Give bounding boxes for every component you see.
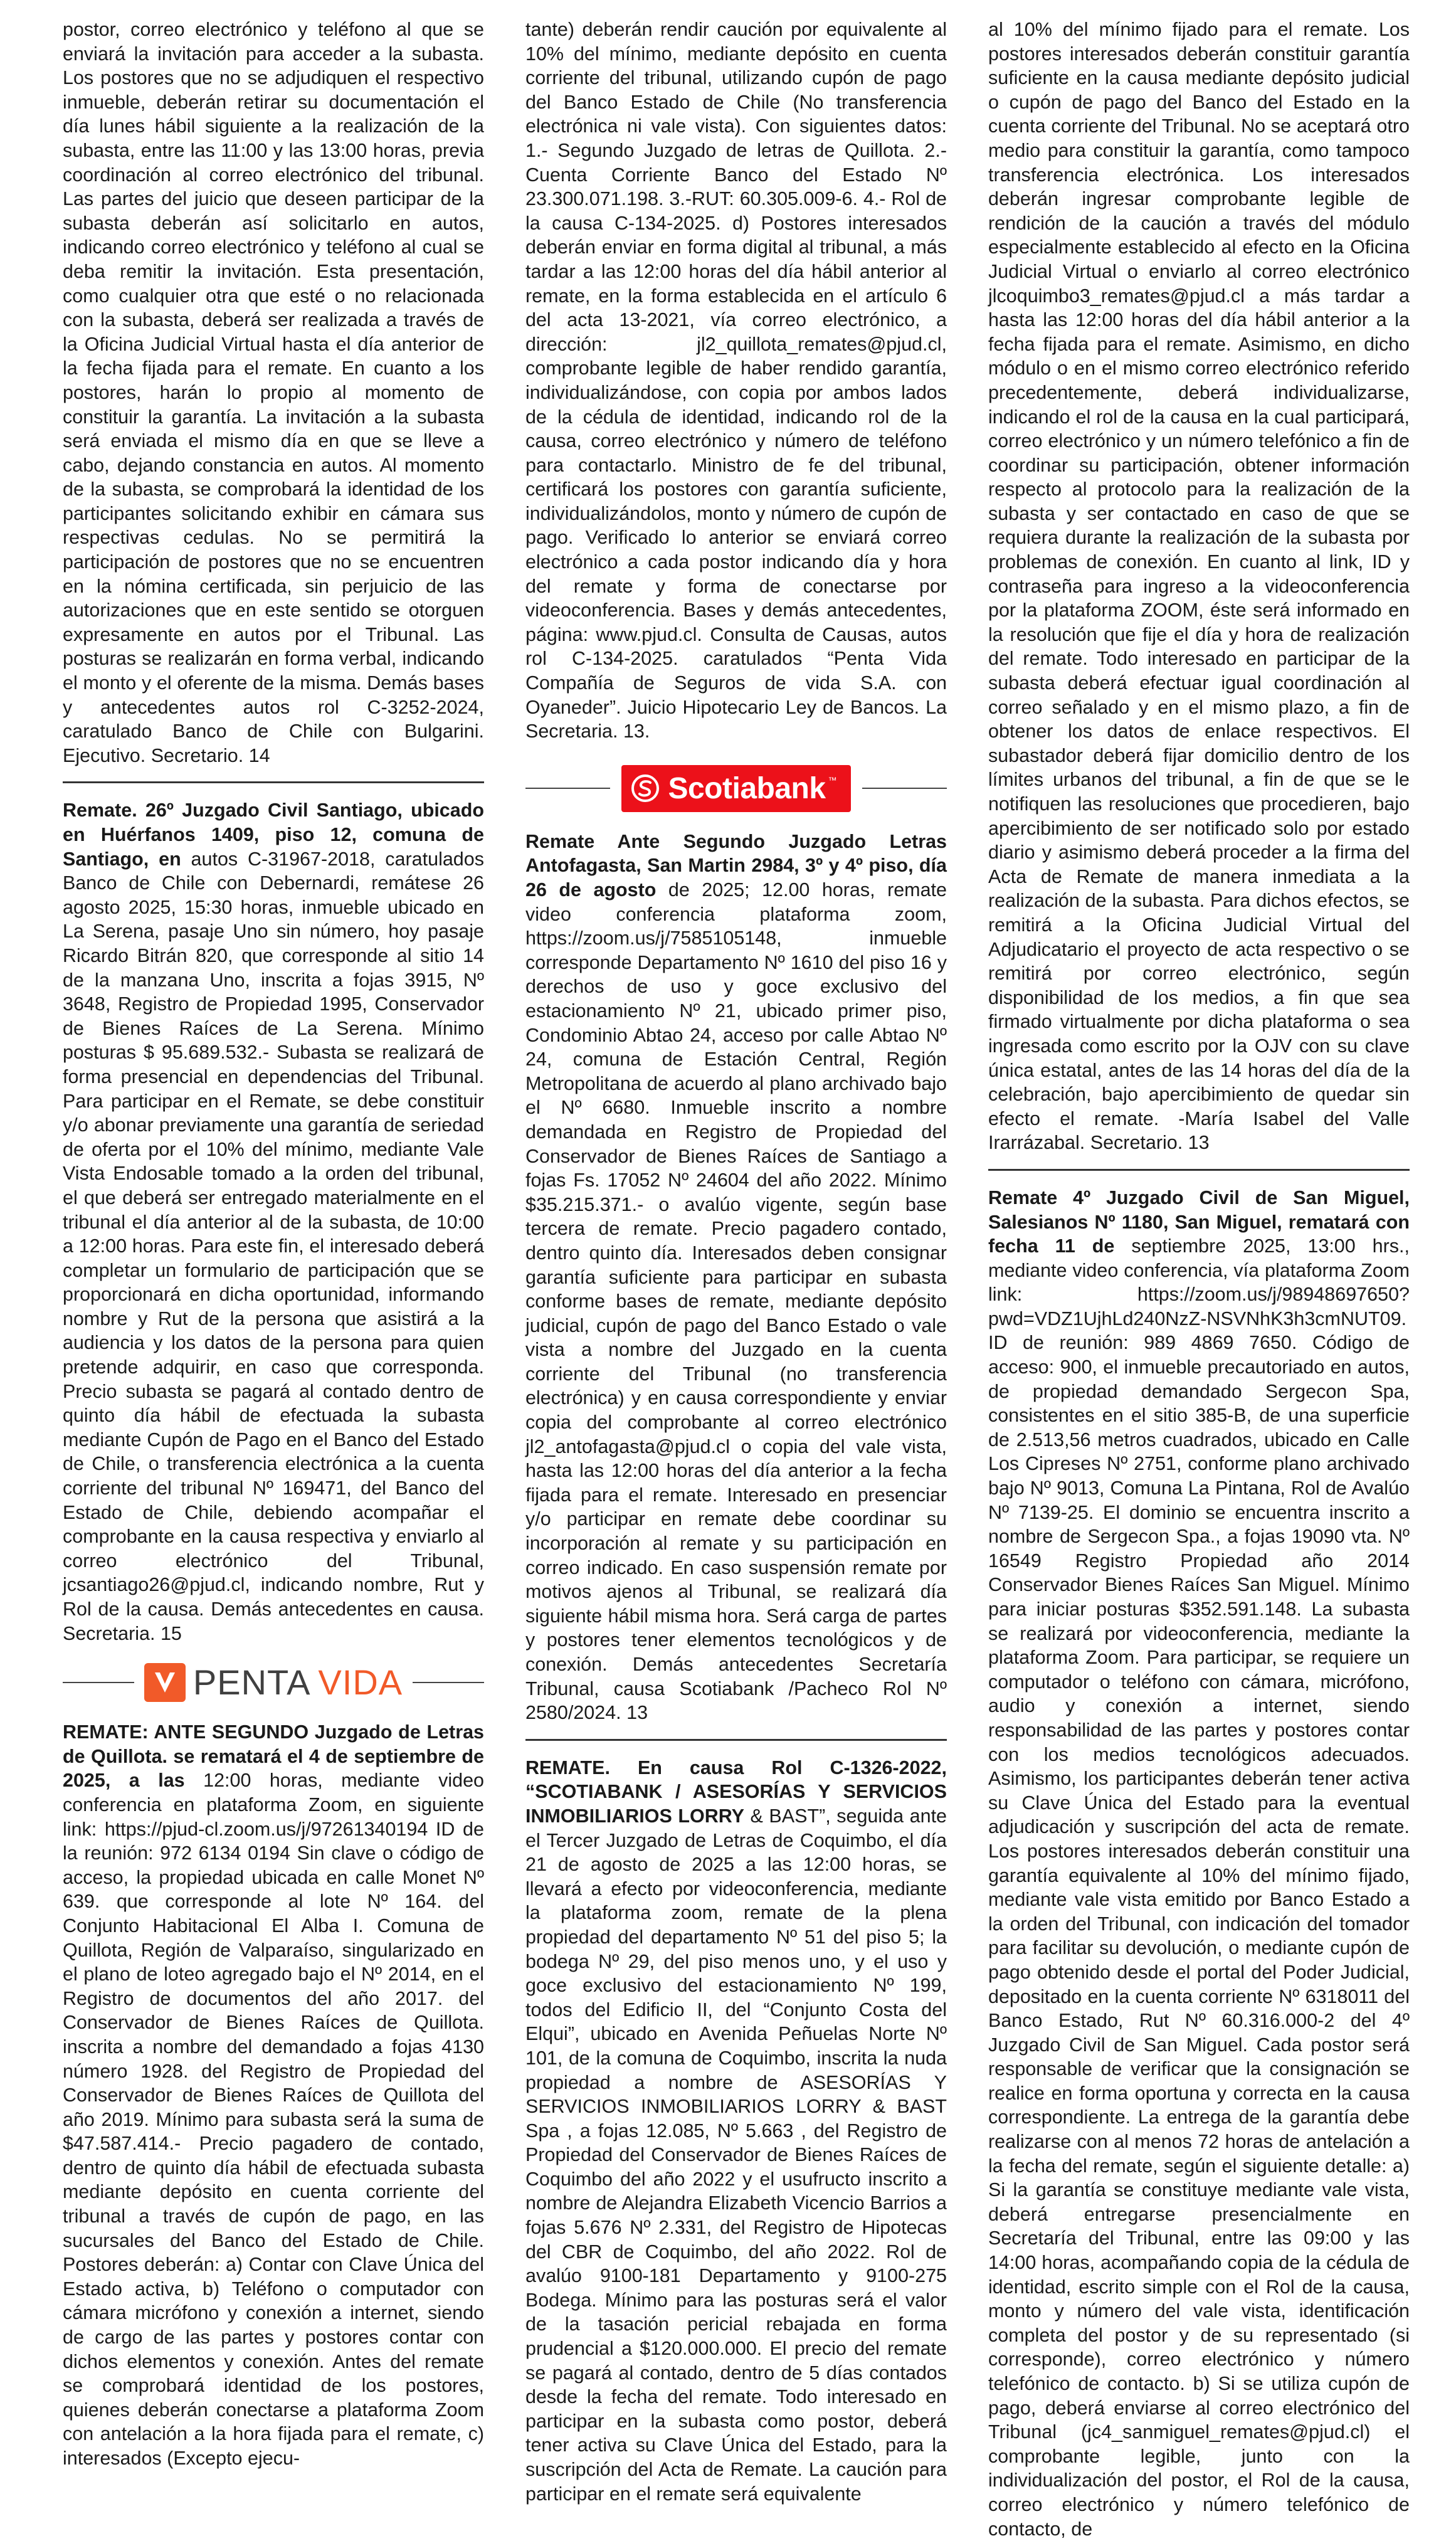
notice-body: autos C-31967-2018, caratulados Banco de Chile con Debernardi, remátese 26 agosto 2025, 15:30 horas, inmueble ubicado en La Serena, pasaje Uno sin número, hoy pasaje Ricardo Bitrán 820, que corresponde al sitio 14 de la manzana Uno, inscrita a fojas 3915, Nº 3648, Registro de Propiedad 1995, Conservador de Bienes Raíces de La Serena. Mínimo posturas $ 95.689.532.- Subasta se realizará de forma presencial en dependencias del Tribunal. Para participar en el Remate, se debe constituir y/o abonar previamente una garantía de seriedad de oferta por el 10% del mínimo, mediante Vale Vista Endosable tomado a la orden del tribunal, el que deberá ser entregado materialmente en el tribunal el día anterior al de la subasta, de 10:00 a 12:00 horas. Para este fin, el interesado deberá completar un formulario de participación que se proporcionará en dicha oportunidad, informando nombre y Rut de la persona que asistirá a la audiencia y los datos de la persona para quien pretende adquirir, en caso que corresponda. Precio subasta se pagará al contado dentro de quinto día hábil de efectuada la subasta mediante Cupón de Pago en el Banco del Estado de Chile, o transferencia electrónica a la cuenta corriente del tribunal Nº 169471, del Banco del Estado de Chile, debiendo acompañar el comprobante en la causa respectiva y enviarlo al correo electrónico del Tribunal, jcsantiago26@pjud.cl, indicando nombre, Rut y Rol de la causa. Demás antecedentes en causa. Secretaria. 15	[63, 848, 484, 1644]
scotiabank-logo-text: Scotiabank	[668, 771, 826, 805]
notice-body: septiembre 2025, 13:00 hrs., mediante video conferencia, vía plataforma Zoom link: https://zoom.us/j/98948697650?pwd=VDZ1UjhLd240NzZ-NSVNhK3h3cmNUT09. ID de reunión: 989 4869 7650. Código de acceso: 900, el inmueble precautoriado en autos, de propiedad demandado Sergecon Spa, consistentes en el sitio 385-B, de una superficie de 2.513,56 metros cuadrados, ubicado en Calle Los Cipreses Nº 2751, conforme plano archivado bajo Nº 9013, Comuna La Pintana, Rol de Avalúo Nº 7139-25. El dominio se encuentra inscrito a nombre de Sergecon Spa., a fojas 19090 vta. Nº 16549 Registro Propiedad año 2014 Conservador Bienes Raíces San Miguel. Mínimo para iniciar posturas $352.591.148. La subasta se realizará por videoconferencia, mediante la plataforma Zoom. Para participar, se requiere un computador o teléfono con cámara, micrófono, audio y conexión a internet, siendo responsabilidad de las partes y postores contar con los medios tecnológicos adecuados. Asimismo, los participantes deberán tener activa su Clave Única del Estado para la eventual adjudicación y suscripción del acta de remate. Los postores interesados deberán constituir una garantía equivalente al 10% del mínimo fijado, mediante vale vista emitido por Banco Estado a la orden del Tribunal, con indicación del tomador para facilitar su devolución, o mediante cupón de pago obtenido desde el portal del Poder Judicial, depositado en la cuenta corriente Nº 6318011 del Banco Estado, Rut Nº 60.316.000-2 del 4º Juzgado Civil de San Miguel. Cada postor será responsable de verificar que la consignación se realice en forma oportuna y correcta en la causa correspondiente. La entrega de la garantía debe realizarse con al menos 72 horas de antelación a la fecha del remate, según el siguiente detalle: a) Si la garantía se constituye mediante vale vista, deberá entregarse presencialmente en Secretaría del Tribunal, entre las 09:00 y las 14:00 horas, acompañando copia de la cédula de identidad, escrito simple con el Rol de la causa, monto y número del vale vista, identificación completa del postor y de su representado (si corresponde), correo electrónico y número telefónico de contacto. b) Si se utiliza cupón de pago, deberá enviarse al correo electrónico del Tribunal (jc4_sanmiguel_remates@pjud.cl) el comprobante legible, junto con la individualización del postor, el Rol de la causa, correo electrónico y número telefónico de contacto, de	[988, 1235, 1410, 2540]
notice-heading: Remate. 26º Juzgado Civil Santiago, ubicado en Huérfanos 1409, piso 12, comuna de Santiago, en	[63, 800, 484, 870]
pentavida-logo-text-vida: VIDA	[318, 1662, 403, 1703]
notice-heading: REMATE. En causa Rol C-1326-2022, “SCOTIABANK / ASESORÍAS Y SERVICIOS INMOBILIARIOS LORRY	[525, 1757, 947, 1827]
column-1	[63, 18, 485, 2469]
pentavida-logo-text-penta: PENTA	[193, 1662, 311, 1703]
logo-rule-right	[413, 1682, 484, 1683]
scotiabank-logo	[621, 765, 850, 812]
column-2	[525, 18, 947, 2505]
notice-divider	[63, 781, 484, 783]
notice-continuation-coquimbo: al 10% del mínimo fijado para el remate. Los postores interesados deberán constituir garantía suficiente en la causa mediante depósito judicial o cupón de pago del Banco del Estado en la cuenta corriente del Tribunal. No se aceptará otro medio para constituir la garantía, como tampoco transferencia electrónica. Los interesados deberán ingresar comprobante legible de rendición de la caución a través del módulo especialmente establecido al efecto en la Oficina Judicial Virtual o enviarlo al correo electrónico jlcoquimbo3_remates@pjud.cl a más tardar a hasta las 12:00 horas del día hábil anterior a la fecha fijada para el remate. Asimismo, en dicho módulo o en el mismo correo electrónico referido precedentemente, deberá individualizarse, indicando el rol de la causa en la cual participará, correo electrónico y un número telefónico a fin de coordinar su participación, obtener información respecto al protocolo para la realización de la subasta y ser contactado en caso de que se requiera durante la realización de la subasta por problemas de conexión. En cuanto al link, ID y contraseña para ingreso a la videoconferencia por la plataforma ZOOM, éste será informado en la resolución que fije el día y hora de realización del remate. Todo interesado en participar de la subasta deberá efectuar igual coordinación al correo señalado y en el mismo plazo, a fin de obtener los datos de enlace respectivos. El subastador deberá fijar domicilio dentro de los límites urbanos del tribunal, a fin de que se le notifiquen las resoluciones que procedieren, bajo apercibimiento de ser notificado solo por estado diario y asimismo deberá proceder a la firma del Acta de Remate de manera inmediata a la realización de la subasta. Para dichos efectos, se remitirá a la Oficina Judicial Virtual del Adjudicatario el proyecto de acta respectivo o se remitirá por correo electrónico, según disponibilidad de los medios, a fin que sea firmado virtualmente por dicha plataforma o sea ingresada como escrito por la OJV con su clave única estatal, antes de las 14 horas del día de la celebración, bajo apercibimiento de quedar sin efecto el remate. -María Isabel del Valle Irarrázabal. Secretario. 13	[988, 19, 1410, 1154]
notice-heading: Remate 4º Juzgado Civil de San Miguel, Salesianos Nº 1180, San Miguel, rematará con fecha 11 de	[988, 1186, 1410, 1257]
notice-remate-antofagasta	[525, 830, 947, 1725]
notice-heading: REMATE: ANTE SEGUNDO Juzgado de Letras de Quillota. se rematará el 4 de septiembre de 2025, a las	[63, 1721, 484, 1792]
logo-rule-left	[525, 788, 610, 789]
notice-remate-san-miguel	[988, 1186, 1410, 2541]
pentavida-logo	[144, 1662, 403, 1703]
pentavida-logo-row	[63, 1662, 484, 1703]
column-3	[988, 18, 1410, 2540]
notice-continuation-bulgarini: postor, correo electrónico y teléfono al que se enviará la invitación para acceder a la subasta. Los postores que no se adjudiquen el respectivo inmueble, deberán retirar su documentación el día lunes hábil siguiente a la realización de la subasta, entre las 11:00 y las 13:00 horas, previa coordinación al correo electrónico del tribunal. Las partes del juicio que deseen participar de la subasta deberán así solicitarlo en autos, indicando correo electrónico y teléfono al cual se deba remitir la invitación. Esta presentación, como cualquier otra que esté o no relacionada con la subasta, deberá ser realizada a través de la Oficina Judicial Virtual hasta el día anterior de la fecha fijada para el remate. En cuanto a los postores, harán lo propio al momento de constituir la garantía. La invitación a la subasta será enviada el mismo día en que se lleve a cabo, dejando constancia en autos. Al momento de la subasta, se comprobará la identidad de los participantes solicitando exhibir en cámara sus respectivas cedulas. No se permitirá la participación de postores que no se encuentren en la nómina certificada, sin perjuicio de las autorizaciones que en este sentido se otorguen expresamente en autos por el Tribunal. Las posturas se realizarán en forma verbal, indicando el monto y el oferente de la misma. Demás bases y antecedentes autos rol C-3252-2024, caratulado Banco de Chile con Bulgarini. Ejecutivo. Secretario. 14	[63, 19, 484, 766]
notice-divider	[988, 1169, 1410, 1171]
notice-body: & BAST”, seguida ante el Tercer Juzgado de Letras de Coquimbo, el día 21 de agosto de 2025 a las 12:00 horas, se llevará a efecto por videoconferencia, mediante la plataforma zoom, remate de la plena propiedad del departamento Nº 51 del piso 5; la bodega Nº 29, del piso menos uno, y el uso y goce exclusivo del estacionamiento Nº 199, todos del Edificio II, del “Conjunto Costa del Elqui”, ubicado en Avenida Peñuelas Norte Nº 101, de la comuna de Coquimbo, inscrita la nuda propiedad a nombre de ASESORÍAS Y SERVICIOS INMOBILIARIOS LORRY & BAST Spa , a fojas 12.085, Nº 5.663 , del Registro de Propiedad del Conservador de Bienes Raíces de Coquimbo del año 2022 y el usufructo inscrito a nombre de Alejandra Elizabeth Vicencio Barrios a fojas 5.676 Nº 2.331, del Registro de Hipotecas del CBR de Coquimbo, del año 2022. Rol de avalúo 9100-181 Departamento y 9100-275 Bodega. Mínimo para las posturas será el valor de la tasación pericial rebajada en forma prudencial a $120.000.000. El precio del remate se pagará al contado, dentro de 5 días contados desde la fecha del remate. Todo interesado en participar en la subasta como postor, deberá tener activa su Clave Única del Estado, para la suscripción del Acta de Remate. La caución para participar en el remate será equivalente	[525, 1805, 947, 2505]
scotiabank-logo-row	[525, 765, 947, 812]
trademark-symbol: ™	[828, 774, 837, 785]
penta-v-icon	[144, 1663, 186, 1702]
notice-body: de 2025; 12.00 horas, remate video conferencia plataforma zoom, https://zoom.us/j/7585105148, inmueble corresponde Departamento Nº 1610 del piso 16 y derechos de uso y goce exclusivo del estacionamiento Nº 21, ubicado primer piso, Condominio Abtao 24, acceso por calle Abtao Nº 24, comuna de Estación Central, Región Metropolitana de acuerdo al plano archivado bajo el Nº 6680. Inmueble inscrito a nombre demandada en Registro de Propiedad del Conservador de Bienes Raíces de Santiago a fojas Fs. 17052 Nº 24604 del año 2022. Mínimo $35.215.371.- o avalúo vigente, según base tercera de remate. Precio pagadero contado, dentro quinto día. Interesados deben consignar garantía suficiente para participar en subasta conforme bases de remate, mediante depósito judicial, cupón de pago del Banco Estado o vale vista a nombre del Juzgado en la cuenta corriente del Tribunal (no transferencia electrónica) y en causa correspondiente y enviar copia del comprobante al correo electrónico jl2_antofagasta@pjud.cl o copia del vale vista, hasta las 12:00 horas del día anterior a la fecha fijada para el remate. Interesado en presenciar y/o participar en remate debe coordinar su incorporación al remate y su participación en correo indicado. En caso suspensión remate por motivos ajenos al Tribunal, se realizará día siguiente hábil misma hora. Será carga de partes y postores tener elementos tecnológicos y de conexión. Demás antecedentes Secretaría Tribunal, causa Scotiabank /Pacheco Rol Nº 2580/2024. 13	[525, 879, 947, 1724]
notice-remate-quillota	[63, 1720, 484, 2470]
scotiabank-s-icon	[631, 774, 659, 802]
notice-divider	[525, 1739, 947, 1741]
logo-rule-right	[862, 788, 947, 789]
logo-rule-left	[63, 1682, 134, 1683]
notice-body: 12:00 horas, mediante video conferencia en plataforma Zoom, en siguiente link: https://pjud-cl.zoom.us/j/97261340194 ID de la reunión: 972 6134 0194 Sin clave o código de acceso, la propiedad ubicada en calle Monet Nº 639. que corresponde al lote Nº 164. del Conjunto Habitacional El Alba I. Comuna de Quillota, Región de Valparaíso, singularizado en el plano de loteo agregado bajo el Nº 2014, en el Registro de documentos del año 2017. del Conservador de Bienes Raíces de Quillota. inscrita a nombre del demandado a fojas 4130 número 1928. del Registro de Propiedad del Conservador de Bienes Raíces de Quillota del año 2019. Mínimo para subasta será la suma de $47.587.414.- Precio pagadero de contado, dentro de quinto día hábil de efectuada subasta mediante depósito en cuenta corriente del tribunal a través de cupón de pago, en las sucursales del Banco del Estado de Chile. Postores deberán: a) Contar con Clave Única del Estado activa, b) Teléfono o computador con cámara micrófono y conexión a internet, siendo de cargo de las partes y postores contar con dichos elementos y conexión. Antes del remate se comprobará identidad de los postores, quienes deberán conectarse a plataforma Zoom con antelación a la hora fijada para el remate, c) interesados (Excepto ejecu-	[63, 1770, 485, 2469]
notice-remate-coquimbo	[525, 1756, 947, 2506]
notice-remate-26-juzgado-santiago	[63, 798, 484, 1646]
notice-heading: Remate Ante Segundo Juzgado Letras Antofagasta, San Martin 2984, 3º y 4º piso, día 26 de agosto	[525, 830, 947, 901]
notice-continuation-quillota: tante) deberán rendir caución por equivalente al 10% del mínimo, mediante depósito en cuenta corriente del tribunal, utilizando cupón de pago del Banco Estado de Chile (No transferencia electrónica ni vale vista). Con siguientes datos: 1.- Segundo Juzgado de letras de Quillota. 2.- Cuenta Corriente Banco del Estado Nº 23.300.071.198. 3.-RUT: 60.305.009-6. 4.- Rol de la causa C-134-2025. d) Postores interesados deberán enviar en forma digital al tribunal, a más tardar a las 12:00 horas del día hábil anterior al remate, en la forma establecida en el artículo 6 del acta 13-2021, vía correo electrónico, a dirección: jl2_quillota_remates@pjud.cl, comprobante legible de haber rendido garantía, individualizándose, con copia por ambos lados de la cédula de identidad, indicando rol de la causa, correo electrónico y número de teléfono para contactarlo. Ministro de fe del tribunal, certificará los postores con garantía suficiente, individualizándolos, monto y número de cupón de pago. Verificado lo anterior se enviará correo electrónico a cada postor indicando día y hora del remate y forma de conectarse por videoconferencia. Bases y demás antecedentes, página: www.pjud.cl. Consulta de Causas, autos rol C-134-2025. caratulados “Penta Vida Compañía de Seguros de vida S.A. con Oyaneder”. Juicio Hipotecario Ley de Bancos. La Secretaria. 13.	[525, 19, 947, 742]
